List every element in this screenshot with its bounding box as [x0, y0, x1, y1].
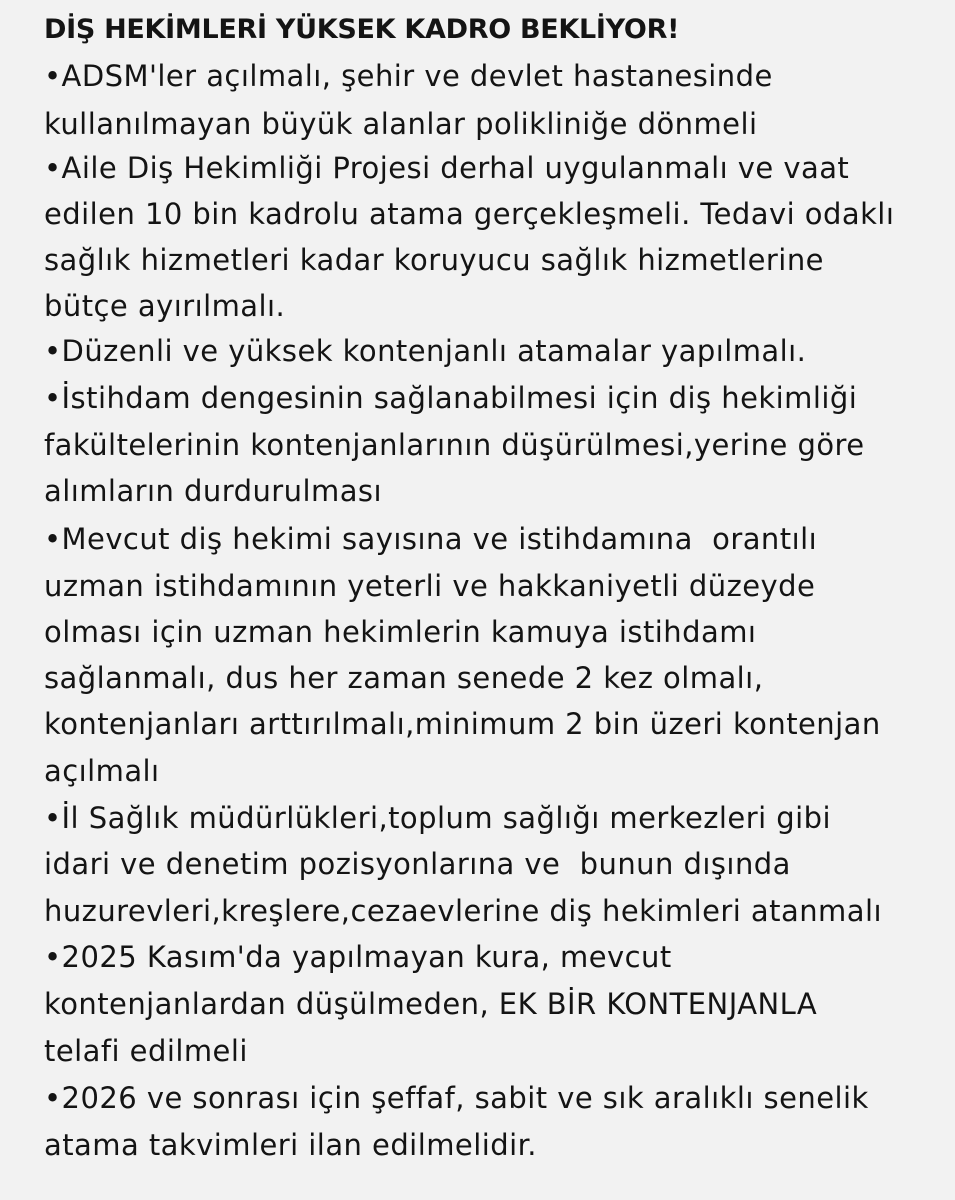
text-line: telafi edilmeli	[44, 1034, 248, 1068]
text-line: •ADSM'ler açılmalı, şehir ve devlet hastanesinde	[44, 59, 773, 93]
text-line: atama takvimleri ilan edilmelidir.	[44, 1128, 537, 1162]
text-line: •Mevcut diş hekimi sayısına ve istihdamına orantılı	[44, 522, 818, 556]
text-line: •İstihdam dengesinin sağlanabilmesi için diş hekimliği	[44, 381, 858, 415]
text-line: •Aile Diş Hekimliği Projesi derhal uygulanmalı ve vaat	[44, 151, 850, 185]
text-line: bütçe ayırılmalı.	[44, 289, 286, 323]
text-line: olması için uzman hekimlerin kamuya istihdamı	[44, 615, 757, 649]
text-line: •2026 ve sonrası için şeffaf, sabit ve sık aralıklı senelik	[44, 1081, 869, 1115]
text-line: huzurevleri,kreşlere,cezaevlerine diş hekimleri atanmalı	[44, 894, 882, 928]
text-line: •İl Sağlık müdürlükleri,toplum sağlığı merkezleri gibi	[44, 801, 831, 835]
text-line: edilen 10 bin kadrolu atama gerçekleşmeli. Tedavi odaklı	[44, 197, 895, 231]
text-line: sağlık hizmetleri kadar koruyucu sağlık hizmetlerine	[44, 243, 824, 277]
text-line: fakültelerinin kontenjanlarının düşürülmesi,yerine göre	[44, 428, 865, 462]
text-line: açılmalı	[44, 754, 160, 788]
text-line: kontenjanlardan düşülmeden, EK BİR KONTENJANLA	[44, 987, 818, 1021]
text-line: uzman istihdamının yeterli ve hakkaniyetli düzeyde	[44, 569, 816, 603]
heading: DİŞ HEKİMLERİ YÜKSEK KADRO BEKLİYOR!	[44, 14, 680, 45]
text-line: •2025 Kasım'da yapılmayan kura, mevcut	[44, 940, 672, 974]
text-line: alımların durdurulması	[44, 474, 382, 508]
text-line: sağlanmalı, dus her zaman senede 2 kez olmalı,	[44, 661, 764, 695]
text-line: •Düzenli ve yüksek kontenjanlı atamalar yapılmalı.	[44, 334, 807, 368]
text-line: kullanılmayan büyük alanlar polikliniğe dönmeli	[44, 107, 758, 141]
text-line: kontenjanları arttırılmalı,minimum 2 bin üzeri kontenjan	[44, 707, 881, 741]
text-line: idari ve denetim pozisyonlarına ve bunun dışında	[44, 847, 791, 881]
